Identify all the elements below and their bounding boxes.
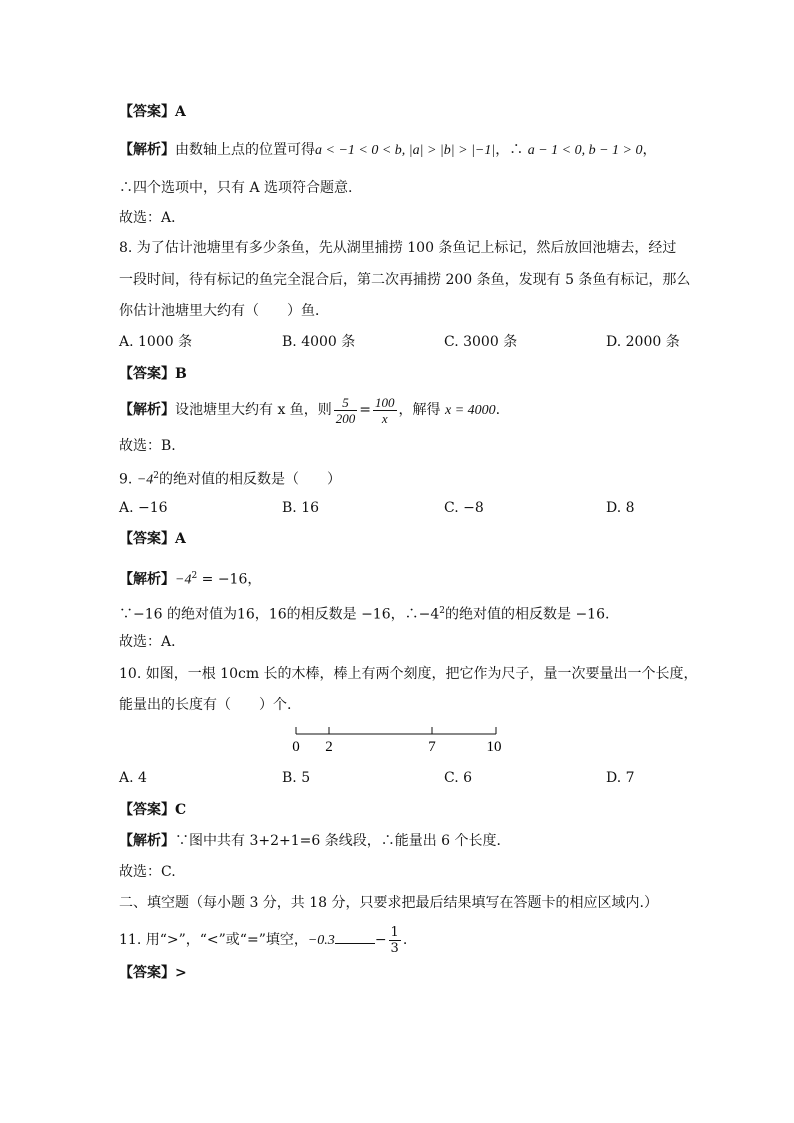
explanation-8 [119,392,500,429]
explanation-7 [119,140,656,161]
answer-8: 【答案】B [119,366,187,382]
question-10-line1: 10. 如图，一根 10cm 长的木棒，棒上有两个刻度，把它作为尺子，量一次要量出一个长度， [119,666,698,682]
ruler-label-0: 0 [292,739,300,755]
ruler-label-2: 2 [325,739,333,755]
explanation-label: 【解析】 [119,571,175,588]
explanation-text: 由数轴上点的位置可得 [175,142,315,158]
option-b: B. 16 [282,500,320,516]
answer-11: 【答案】> [119,965,187,981]
explanation-10 [119,831,511,851]
question-8-line2: 一段时间，待有标记的鱼完全混合后，第二次再捕捞 200 条鱼，发现有 5 条鱼有标记，那么 [119,272,691,288]
math-expression: −4 [136,472,154,488]
option-b: B. 4000 条 [282,334,356,350]
minus-sign: − [374,932,387,948]
question-text: 的绝对值的相反数是（ ） [159,471,341,488]
ruler-diagram [290,722,510,756]
math-result: = −16， [197,571,262,588]
option-c: C. 3000 条 [444,334,518,350]
math-expression: −4 [175,572,192,588]
explanation-7-line2: ∴四个选项中，只有 A 选项符合题意. [119,180,353,196]
section-heading: 二、填空题（每小题 3 分，共 18 分，只要求把最后结果填写在答题卡的相应区域内.） [119,895,658,911]
explanation-9-line2 [119,601,609,625]
option-d: D. 8 [606,500,635,516]
selection-7: 故选：A． [119,210,186,226]
period: . [495,402,501,418]
question-8-line3: 你估计池塘里大约有（ ）鱼． [119,303,329,319]
question-11 [119,922,407,959]
answer-10: 【答案】C [119,802,187,818]
period: . [402,932,408,948]
question-9 [119,466,341,491]
math-inequality: a < −1 < 0 < b, |a| > |b| > |−1| [315,143,496,158]
option-a: A. 1000 条 [119,334,193,350]
explanation-text: 的绝对值的相反数是 −16. [445,606,610,623]
explanation-text: ， [642,142,657,158]
option-b: B. 5 [282,770,311,786]
answer-7: 【答案】A [119,104,186,120]
exponent: 2 [153,471,159,481]
explanation-text: ，解得 [398,402,445,418]
exponent: 2 [439,606,445,616]
math-value: −0.3 [307,933,335,948]
option-a: A. 4 [119,770,147,786]
option-c: C. −8 [444,500,484,516]
fraction: $\frac{1}{3}$ [390,924,399,956]
question-8-line1: 8. 为了估计池塘里有多少条鱼，先从湖里捕捞 100 条鱼记上标记，然后放回池塘去，经过 [119,240,677,256]
equals-sign: = [359,402,372,418]
explanation-label: 【解析】 [119,402,175,418]
question-text: 11. 用“>”，“<”或“=”填空， [119,932,308,948]
exponent: 2 [191,571,198,581]
explanation-label: 【解析】 [119,142,175,158]
fraction: $\frac{5}{200}$ [335,394,356,426]
ruler-label-10: 10 [486,739,502,755]
explanation-9 [119,566,261,591]
option-d: D. 7 [606,770,635,786]
question-10-line2: 能量出的长度有（ ）个. [119,697,292,713]
selection-9: 故选：A． [119,634,186,650]
option-a: A. −16 [119,500,168,516]
option-d: D. 2000 条 [606,334,680,350]
solution-math: x = 4000 [444,403,496,418]
question-number: 9. [119,471,137,488]
explanation-text: ∵图中共有 3+2+1=6 条线段，∴能量出 6 个长度． [175,833,511,849]
explanation-text: ∵−16 的绝对值为16，16的相反数是 −16，∴−4 [119,606,440,623]
explanation-text: ，∴ [495,142,528,158]
selection-8: 故选：B. [119,438,176,454]
fraction: $\frac{100}{x}$ [375,394,395,426]
option-c: C. 6 [444,770,473,786]
answer-blank [335,929,375,944]
answer-9: 【答案】A [119,531,186,547]
ruler-label-7: 7 [428,739,436,755]
explanation-text: 设池塘里大约有 x 鱼，则 [175,402,332,418]
selection-10: 故选：C. [119,864,176,880]
explanation-label: 【解析】 [119,833,175,849]
math-inequality: a − 1 < 0, b − 1 > 0 [527,143,643,158]
